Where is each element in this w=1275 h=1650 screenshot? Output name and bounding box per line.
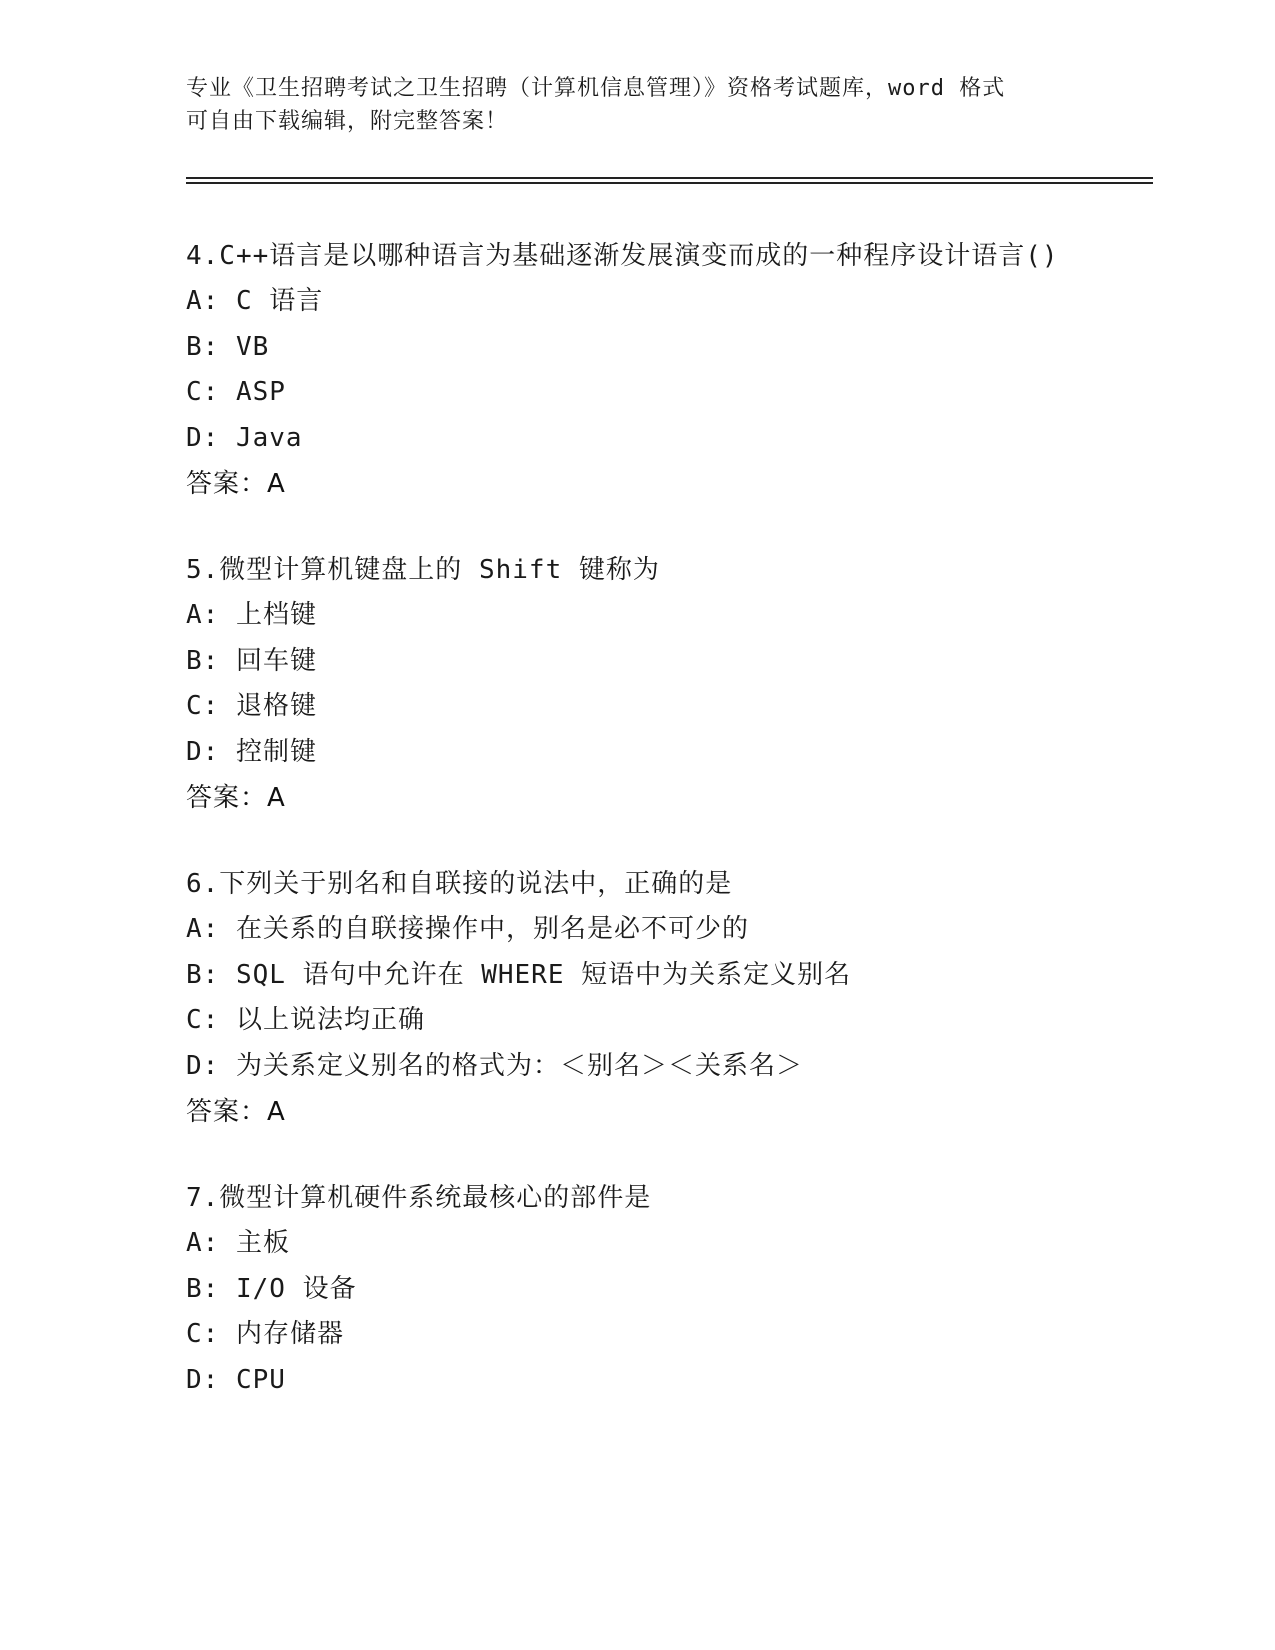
question-stem: 7.微型计算机硬件系统最核心的部件是 <box>186 1183 652 1213</box>
option-d: D: Java <box>186 422 303 453</box>
question-7 <box>186 1175 1086 1403</box>
question-5 <box>186 547 1086 821</box>
answer-line: 答案：A <box>186 1097 286 1127</box>
document-header <box>186 72 1066 138</box>
option-c: C: 内存储器 <box>186 1319 344 1349</box>
option-d: D: 控制键 <box>186 736 317 767</box>
header-divider-bottom <box>186 182 1153 184</box>
question-list <box>186 233 1086 1443</box>
option-a: A: 上档键 <box>186 600 317 630</box>
option-c: C: ASP <box>186 377 286 407</box>
question-stem: 5.微型计算机键盘上的 Shift 键称为 <box>186 555 660 585</box>
option-a: A: C 语言 <box>186 286 324 316</box>
option-c: C: 以上说法均正确 <box>186 1005 425 1035</box>
option-d: D: 为关系定义别名的格式为：＜别名＞＜关系名＞ <box>186 1050 803 1081</box>
question-stem: 6.下列关于别名和自联接的说法中，正确的是 <box>186 869 733 899</box>
option-d: D: CPU <box>186 1364 286 1395</box>
option-a: A: 主板 <box>186 1228 290 1258</box>
option-b: B: SQL 语句中允许在 WHERE 短语中为关系定义别名 <box>186 959 852 990</box>
option-c: C: 退格键 <box>186 691 317 721</box>
question-stem: 4.C++语言是以哪种语言为基础逐渐发展演变而成的一种程序设计语言() <box>186 241 1059 271</box>
option-b: B: 回车键 <box>186 645 317 676</box>
question-4 <box>186 233 1086 507</box>
option-b: B: VB <box>186 331 270 362</box>
header-line-1: 专业《卫生招聘考试之卫生招聘（计算机信息管理）》资格考试题库，word 格式 <box>186 76 1006 101</box>
answer-line: 答案：A <box>186 783 286 813</box>
option-b: B: I/O 设备 <box>186 1273 357 1304</box>
header-divider-top <box>186 177 1153 179</box>
answer-line: 答案：A <box>186 469 286 499</box>
question-6 <box>186 861 1086 1135</box>
header-line-2: 可自由下载编辑，附完整答案！ <box>186 109 509 134</box>
option-a: A: 在关系的自联接操作中，别名是必不可少的 <box>186 914 749 944</box>
